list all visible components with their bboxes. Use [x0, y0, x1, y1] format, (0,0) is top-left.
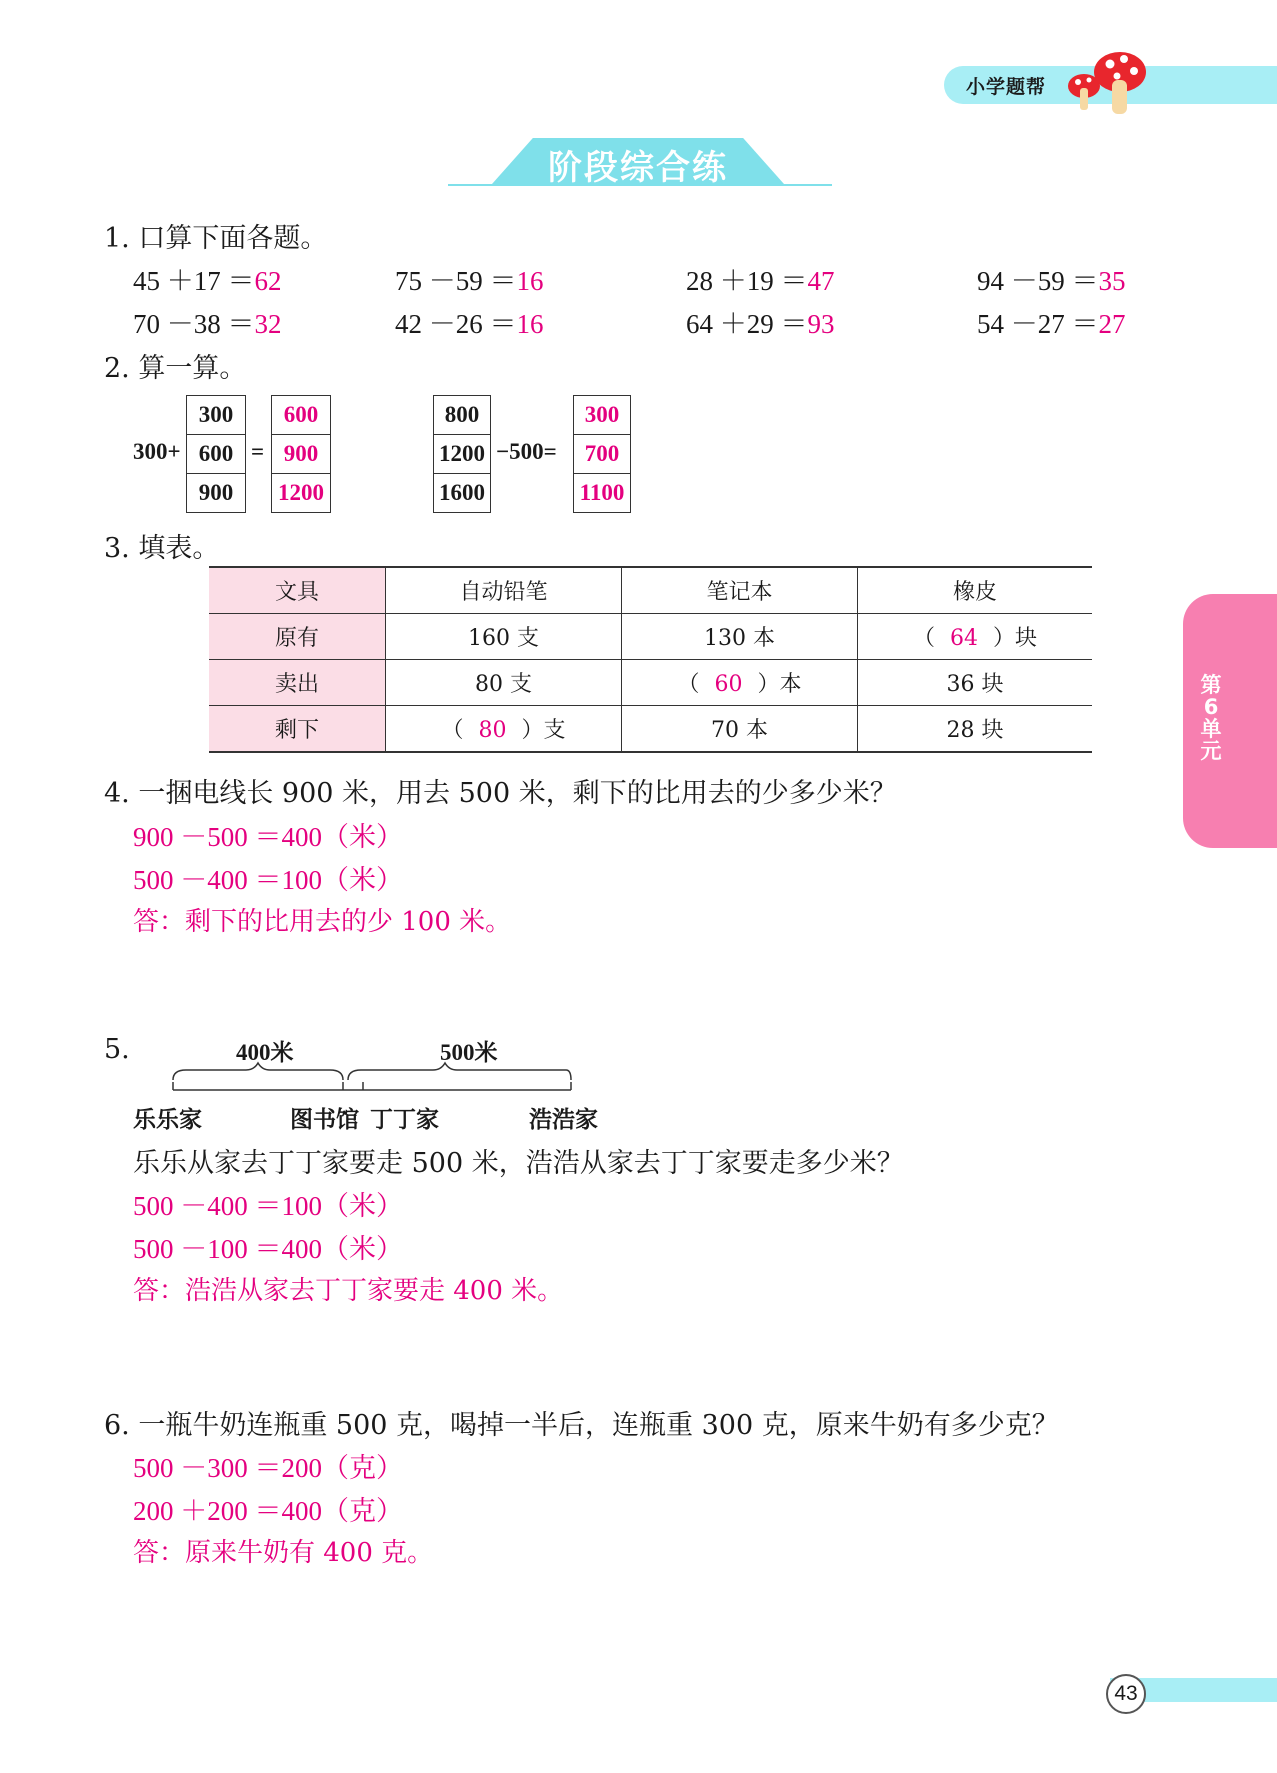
q1-item: 70 －38 ＝32 — [133, 309, 282, 339]
q5-answer: 答：浩浩从家去丁丁家要走 400 米。 — [133, 1276, 564, 1306]
q2-left-answer: 1200 — [271, 473, 331, 513]
q6-step: 500 －300 ＝200（克） — [133, 1453, 403, 1483]
table-cell: （ 64 ）块 — [858, 614, 1093, 660]
q1-item: 45 ＋17 ＝62 — [133, 266, 282, 296]
place-label: 乐乐家 — [133, 1106, 202, 1133]
brand-label: 小学题帮 — [966, 76, 1047, 98]
q1-item: 28 ＋19 ＝47 — [686, 266, 835, 296]
q1-item: 64 ＋29 ＝93 — [686, 309, 835, 339]
place-label: 浩浩家 — [529, 1106, 598, 1133]
q2-left-prefix: 300+ — [133, 439, 181, 464]
q1-item: 75 －59 ＝16 — [395, 266, 544, 296]
fill-answer: 60 — [714, 672, 743, 697]
table-cell: 160 支 — [386, 614, 622, 660]
q1-item: 42 －26 ＝16 — [395, 309, 544, 339]
table-cell: 36 块 — [858, 660, 1093, 706]
q2-label: 2. 算一算。 — [104, 353, 247, 384]
q4-answer: 答：剩下的比用去的少 100 米。 — [133, 907, 512, 937]
q5-question: 乐乐从家去丁丁家要走 500 米，浩浩从家去丁丁家要走多少米？ — [133, 1148, 904, 1179]
q2-left-answer: 600 — [271, 395, 331, 435]
place-label: 丁丁家 — [370, 1106, 439, 1133]
unit-label: 第6单元 — [1200, 673, 1222, 763]
q2-right-answer: 300 — [573, 395, 631, 435]
q1-label: 1. 口算下面各题。 — [104, 223, 328, 254]
segment-label: 400米 — [236, 1040, 294, 1065]
q2-right-input: 800 — [433, 395, 491, 435]
q3-label: 3. 填表。 — [104, 533, 220, 564]
table-header-row — [209, 567, 1092, 614]
table-header: 自动铅笔 — [386, 567, 622, 614]
table-cell: 80 支 — [386, 660, 622, 706]
table-row — [209, 660, 1092, 706]
table-cell: （ 80 ）支 — [386, 706, 622, 753]
q5-label: 5. — [104, 1034, 130, 1065]
mushroom-icon — [1062, 44, 1152, 116]
fill-answer: 80 — [478, 718, 507, 743]
q6-answer: 答：原来牛奶有 400 克。 — [133, 1538, 434, 1568]
table-cell: 70 本 — [622, 706, 858, 753]
table-header: 橡皮 — [858, 567, 1093, 614]
page-number: 43 — [1106, 1674, 1146, 1714]
q2-left-answer: 900 — [271, 434, 331, 474]
table-cell: （ 60 ）本 — [622, 660, 858, 706]
q2-right-input: 1600 — [433, 473, 491, 513]
q2-right-answer: 1100 — [573, 473, 631, 513]
table-cell: 28 块 — [858, 706, 1093, 753]
stationery-table — [209, 566, 1092, 753]
q1-item: 94 －59 ＝35 — [977, 266, 1126, 296]
q6-step: 200 ＋200 ＝400（克） — [133, 1496, 403, 1526]
table-row — [209, 614, 1092, 660]
q2-left-input: 900 — [186, 473, 246, 513]
q1-item: 54 －27 ＝27 — [977, 309, 1126, 339]
table-row — [209, 706, 1092, 753]
q2-right-input: 1200 — [433, 434, 491, 474]
q4-label: 4. 一捆电线长 900 米，用去 500 米，剩下的比用去的少多少米？ — [104, 778, 897, 809]
row-label: 卖出 — [209, 660, 386, 706]
q2-left-input: 600 — [186, 434, 246, 474]
row-label: 剩下 — [209, 706, 386, 753]
section-title: 阶段综合练 — [548, 148, 728, 188]
q2-left-input: 300 — [186, 395, 246, 435]
q2-right-answer: 700 — [573, 434, 631, 474]
q2-right-op: −500= — [496, 439, 557, 464]
distance-diagram — [168, 1060, 578, 1094]
table-header: 笔记本 — [622, 567, 858, 614]
q6-label: 6. 一瓶牛奶连瓶重 500 克，喝掉一半后，连瓶重 300 克，原来牛奶有多少克？ — [104, 1410, 1059, 1441]
fill-answer: 64 — [950, 626, 978, 651]
table-cell: 130 本 — [622, 614, 858, 660]
q5-step: 500 －100 ＝400（米） — [133, 1234, 403, 1264]
table-header: 文具 — [209, 567, 386, 614]
place-label: 图书馆 — [290, 1106, 359, 1133]
row-label: 原有 — [209, 614, 386, 660]
segment-label: 500米 — [440, 1040, 498, 1065]
q4-step: 500 －400 ＝100（米） — [133, 865, 403, 895]
q4-step: 900 －500 ＝400（米） — [133, 822, 403, 852]
q5-step: 500 －400 ＝100（米） — [133, 1191, 403, 1221]
q2-left-equals: = — [251, 439, 265, 464]
